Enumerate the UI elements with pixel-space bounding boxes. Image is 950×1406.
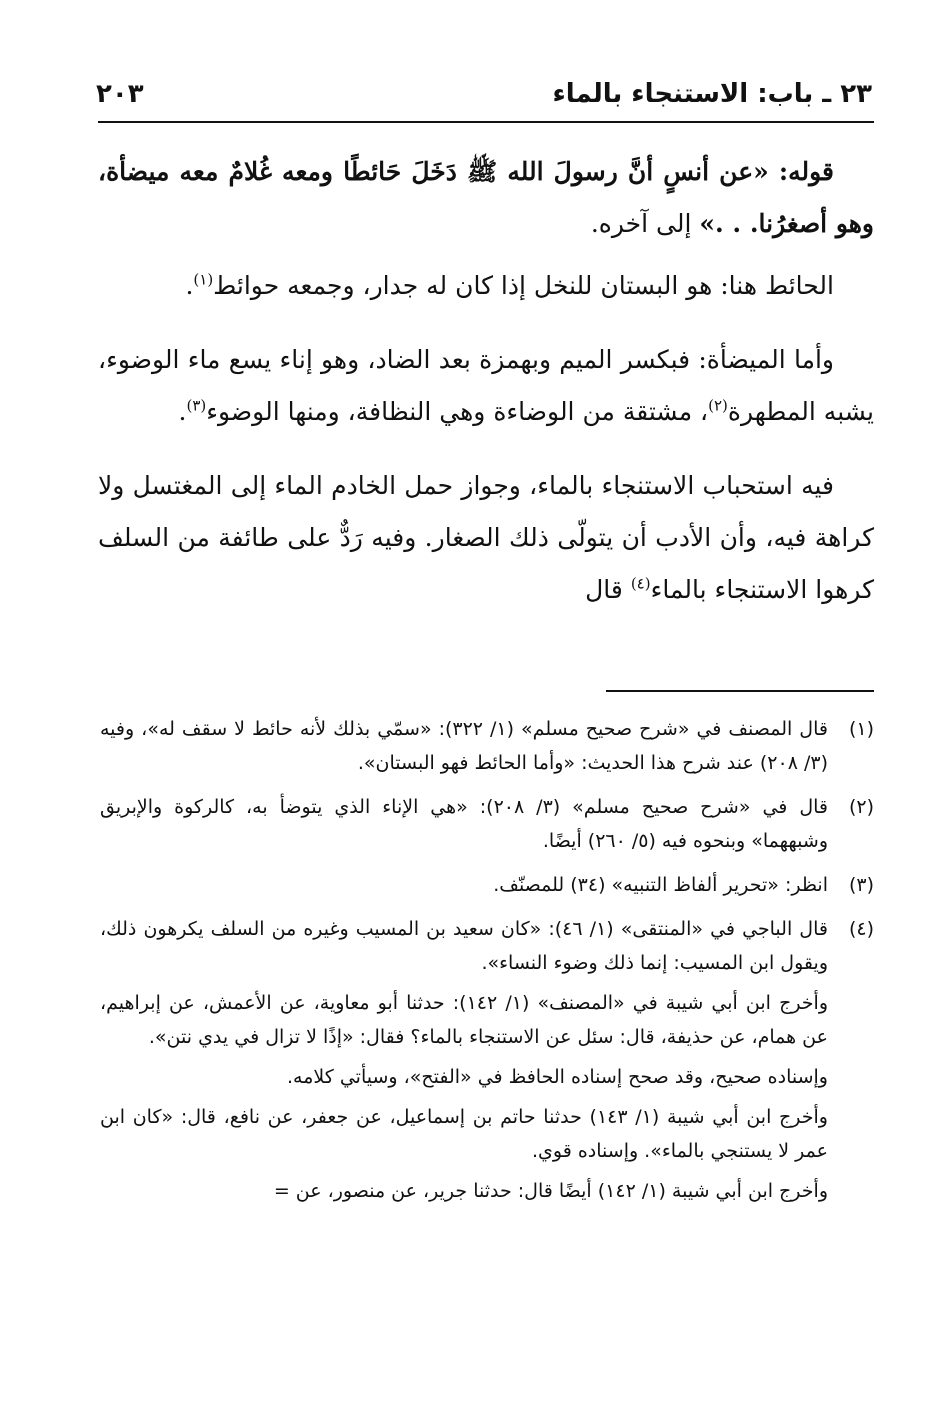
footnote-number: (٤) xyxy=(848,918,874,940)
paragraph-hait-definition xyxy=(98,260,874,312)
running-header xyxy=(96,72,872,116)
footnote-line: وأخرج ابن أبي شيبة في «المصنف» (١/ ١٤٢): حدثنا أبو معاوية، عن الأعمش، عن إبراهيم، عن همام، عن حذيفة، قال: سئل عن الاستنجاء بالماء؟ فقال: «إذًا لا تزال في يدي نتن». xyxy=(100,992,829,1048)
sentence-end: . xyxy=(178,397,187,426)
footnote-4 xyxy=(100,912,874,1214)
footnote-separator xyxy=(606,690,874,692)
footnote-ref-4[interactable]: (٤) xyxy=(630,574,651,593)
sentence-end: . xyxy=(185,271,194,300)
paragraph-hadith-quote xyxy=(98,146,874,250)
footnote-number: (٢) xyxy=(848,796,874,818)
page-number: ٢٠٣ xyxy=(96,79,144,109)
header-rule xyxy=(98,121,874,123)
footnote-line: انظر: «تحرير ألفاظ التنبيه» (٣٤) للمصنّف. xyxy=(493,874,828,896)
quote-continuation: إلى آخره. xyxy=(590,209,700,238)
footnote-3 xyxy=(100,868,874,908)
footnotes xyxy=(100,712,874,1218)
footnote-text xyxy=(100,868,828,908)
ruling-text: فيه استحباب الاستنجاء بالماء، وجواز حمل الخادم الماء إلى المغتسل ولا كراهة فيه، وأن الأدب أن يتولّى ذلك الصغار. وفيه رَدٌّ على طائفة من السلف كرهوا الاستنجاء بالماء xyxy=(98,471,874,604)
footnote-number: (١) xyxy=(848,718,874,740)
midaa-text-b: ، مشتقة من الوضاءة وهي النظافة، ومنها الوضوء xyxy=(206,397,709,426)
footnote-text xyxy=(100,912,828,1214)
chapter-title: ٢٣ ـ باب: الاستنجاء بالماء xyxy=(552,79,872,109)
footnote-text xyxy=(100,790,828,864)
main-text xyxy=(98,146,874,638)
footnote-line: قال المصنف في «شرح صحيح مسلم» (١/ ٣٢٢): «سمّي بذلك لأنه حائط لا سقف له»، وفيه (٣/ ٢٠٨) عند شرح هذا الحديث: «وأما الحائط فهو البستان». xyxy=(100,718,828,774)
footnote-line: وأخرج ابن أبي شيبة (١/ ١٤٣) حدثنا حاتم بن إسماعيل، عن جعفر، عن نافع، قال: «كان ابن عمر لا يستنجي بالماء». وإسناده قوي. xyxy=(100,1106,828,1162)
hait-text: الحائط هنا: هو البستان للنخل إذا كان له جدار، وجمعه حوائط xyxy=(213,271,834,300)
footnote-text xyxy=(100,712,828,786)
footnote-line: وأخرج ابن أبي شيبة (١/ ١٤٢) أيضًا قال: حدثنا جرير، عن منصور، عن = xyxy=(273,1180,828,1202)
footnote-ref-3[interactable]: (٣) xyxy=(186,396,207,415)
footnote-line: وإسناده صحيح، وقد صحح إسناده الحافظ في «الفتح»، وسيأتي كلامه. xyxy=(287,1066,828,1088)
footnote-1 xyxy=(100,712,874,786)
ruling-continuation: قال xyxy=(585,575,631,604)
midaa-text-a: وأما الميضأة: فبكسر الميم وبهمزة بعد الضاد، وهو إناء يسع ماء الوضوء، يشبه المطهرة xyxy=(98,345,874,426)
footnote-ref-2[interactable]: (٢) xyxy=(708,396,728,415)
footnote-line: قال في «شرح صحيح مسلم» (٣/ ٢٠٨): «هي الإناء الذي يتوضأ به، كالركوة والإبريق وشبههما» وبنحوه فيه (٥/ ٢٦٠) أيضًا. xyxy=(100,796,828,852)
hadith-quote: قوله: «عن أنسٍ أنَّ رسولَ الله ﷺ دَخَلَ حَائطًا ومعه غُلامٌ معه ميضأة، وهو أصغرُنا. . .» xyxy=(98,157,874,238)
footnote-line: قال الباجي في «المنتقى» (١/ ٤٦): «كان سعيد بن المسيب وغيره من السلف يكرهون ذلك، ويقول ابن المسيب: إنما ذلك وضوء النساء». xyxy=(100,918,828,974)
footnote-2 xyxy=(100,790,874,864)
footnote-ref-1[interactable]: (١) xyxy=(193,270,214,289)
footnote-number: (٣) xyxy=(848,874,874,896)
paragraph-ruling xyxy=(98,460,874,616)
paragraph-midaa-definition xyxy=(98,334,874,438)
